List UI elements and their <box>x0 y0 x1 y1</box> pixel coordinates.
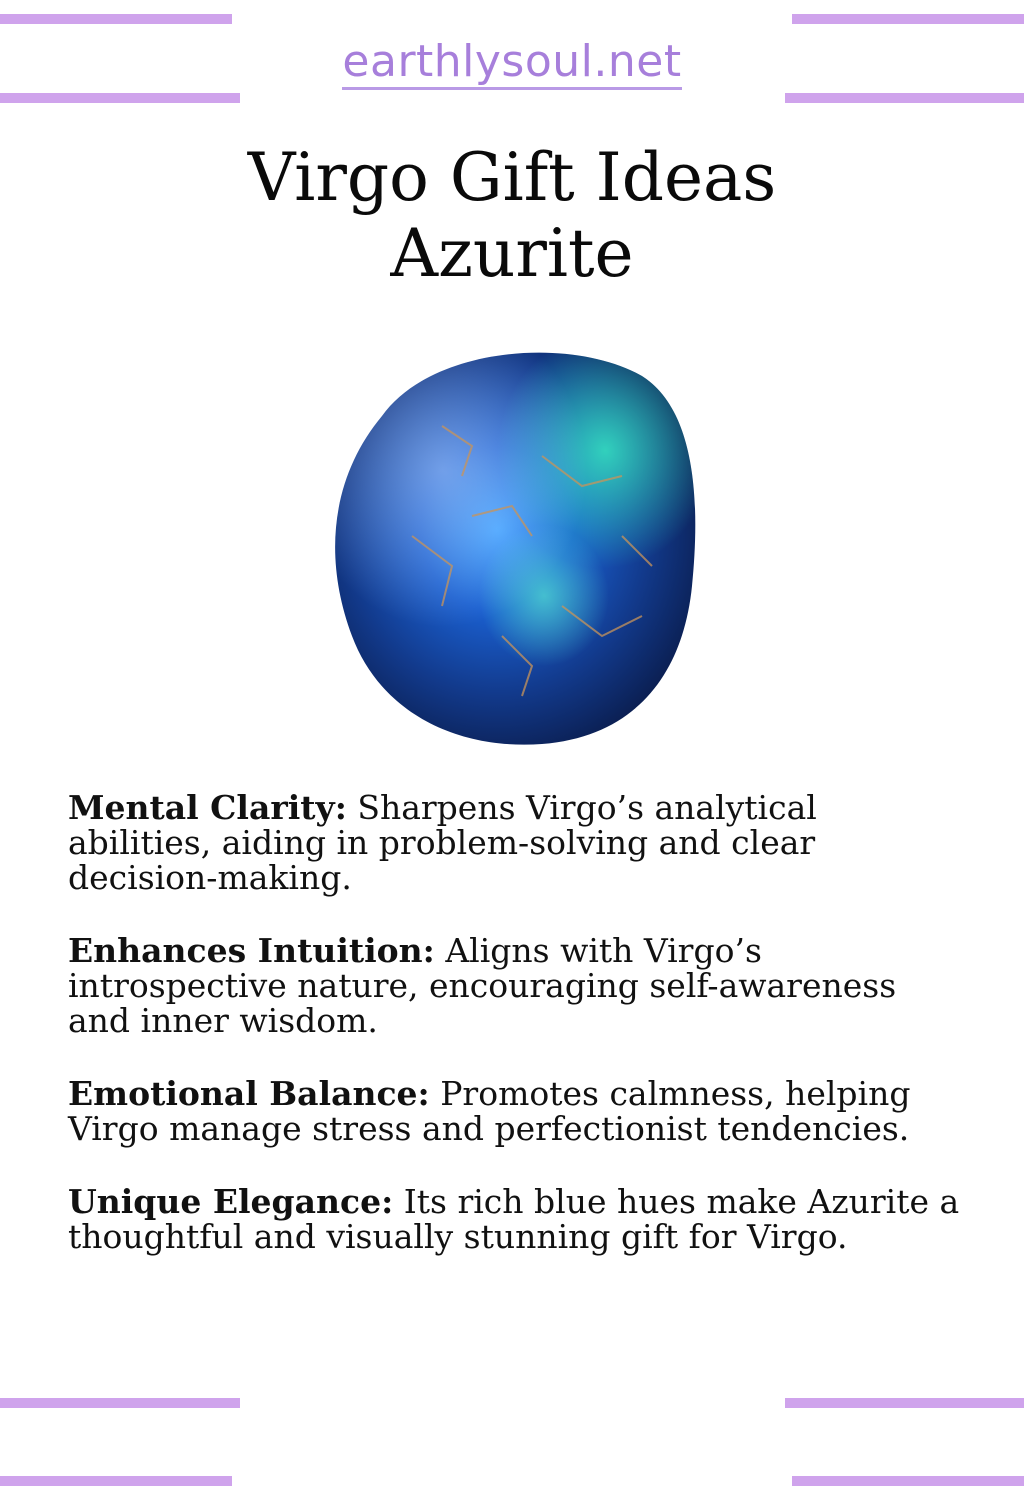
list-item <box>68 1076 968 1146</box>
bottom-right-bar-1 <box>785 1398 1024 1408</box>
item-text: Aligns with Virgo’s introspective nature, encouraging self-awareness and inner wisdom. <box>68 931 897 1040</box>
top-right-bar-1 <box>792 14 1024 24</box>
item-text: Sharpens Virgo’s analytical abilities, aiding in problem-solving and clear decision-making. <box>68 788 817 897</box>
page-title <box>0 140 1024 292</box>
benefits-list <box>68 790 968 1292</box>
list-item <box>68 1184 968 1254</box>
azurite-stone-image <box>322 336 702 748</box>
item-text: Its rich blue hues make Azurite a thoughtful and visually stunning gift for Virgo. <box>68 1182 960 1256</box>
title-line-1: Virgo Gift Ideas <box>247 139 777 216</box>
bottom-left-bar-2 <box>0 1476 232 1486</box>
brand-logo[interactable] <box>0 36 1024 87</box>
azurite-stone-icon <box>322 336 702 748</box>
list-item <box>68 933 968 1038</box>
item-heading: Enhances Intuition: <box>68 931 435 970</box>
item-heading: Emotional Balance: <box>68 1074 430 1113</box>
item-heading: Unique Elegance: <box>68 1182 394 1221</box>
bottom-right-bar-2 <box>792 1476 1024 1486</box>
top-left-bar-2 <box>0 93 240 103</box>
brand-logo-text: earthlysoul.net <box>342 36 681 90</box>
title-line-2: Azurite <box>390 215 634 292</box>
item-text: Promotes calmness, helping Virgo manage stress and perfectionist tendencies. <box>68 1074 911 1148</box>
bottom-left-bar-1 <box>0 1398 240 1408</box>
top-left-bar-1 <box>0 14 232 24</box>
list-item <box>68 790 968 895</box>
item-heading: Mental Clarity: <box>68 788 347 827</box>
top-right-bar-2 <box>785 93 1024 103</box>
